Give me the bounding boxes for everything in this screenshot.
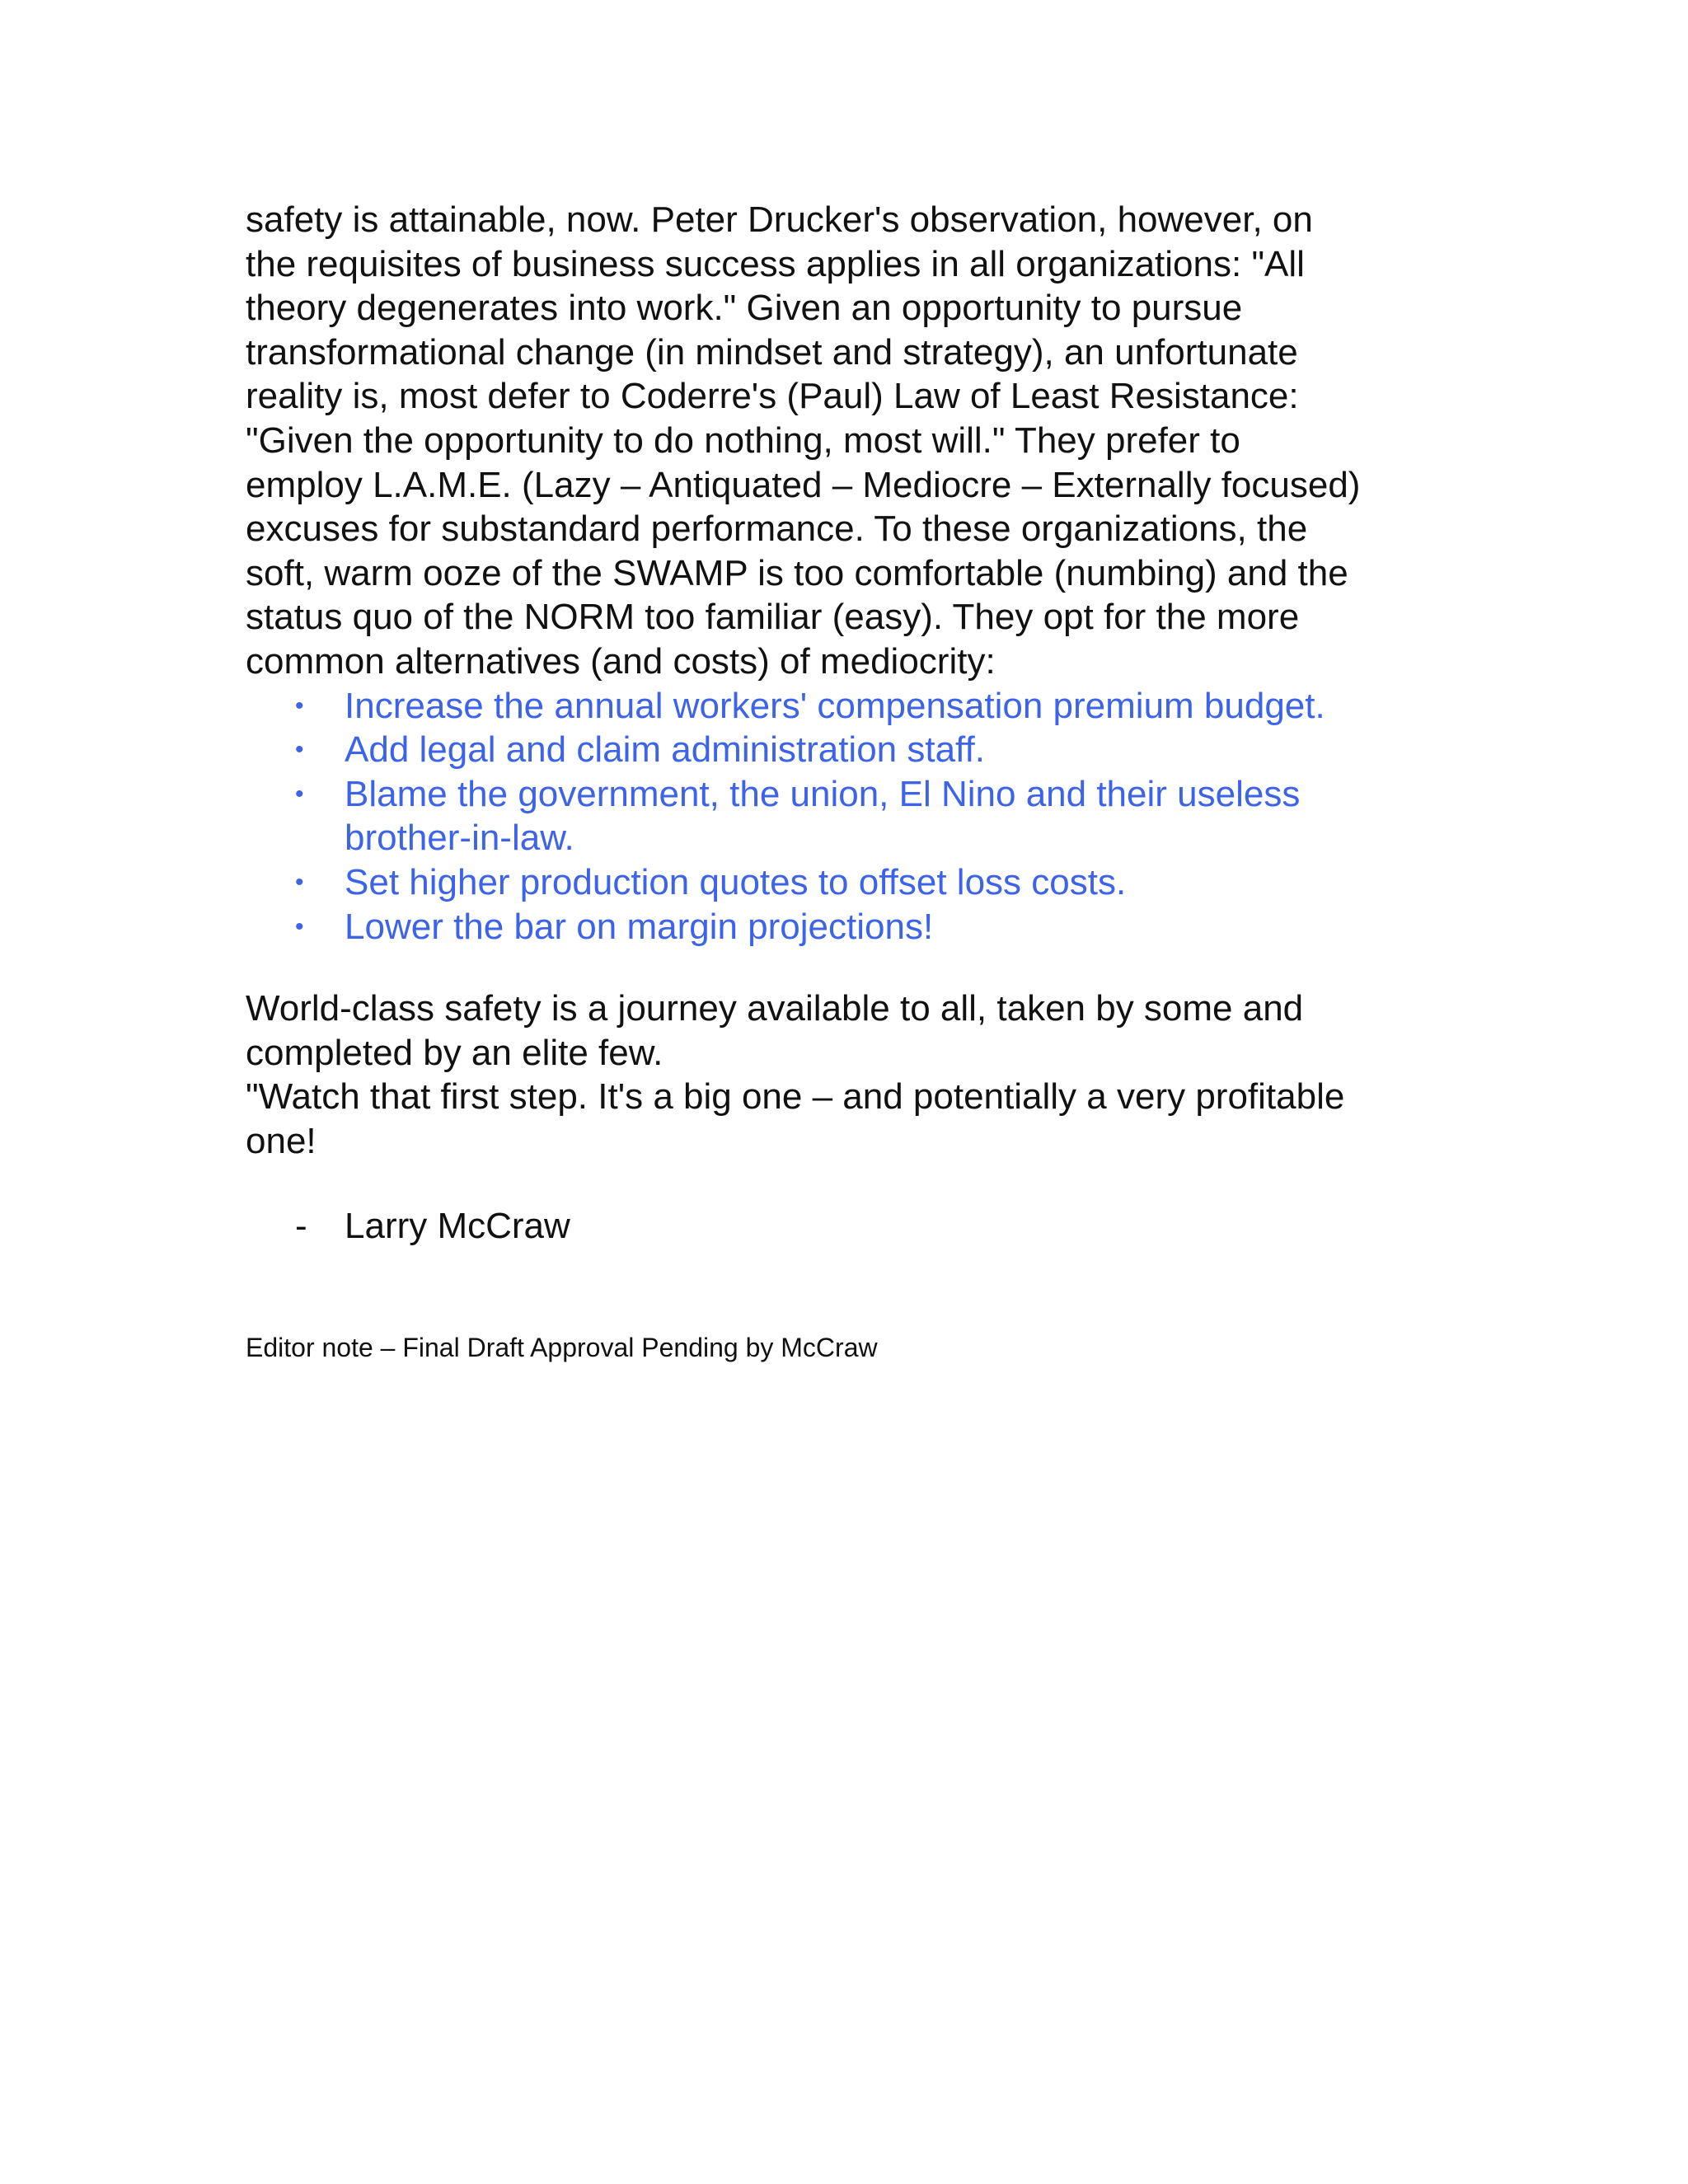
bullet-icon: • [295, 868, 304, 896]
intro-line: safety is attainable, now. Peter Drucker's observation, however, on [246, 199, 1313, 240]
list-item [246, 728, 1449, 772]
intro-line: employ L.A.M.E. (Lazy – Antiquated – Mediocre – Externally focused) [246, 464, 1361, 505]
list-item [246, 860, 1449, 905]
signature-line [246, 1204, 1449, 1249]
closing-line: "Watch that first step. It's a big one – and potentially a very profitable [246, 1076, 1345, 1118]
intro-line: reality is, most defer to Coderre's (Paul) Law of Least Resistance: [246, 376, 1299, 417]
list-item-text: Add legal and claim administration staff. [345, 729, 985, 771]
author-name: Larry McCraw [345, 1206, 570, 1247]
intro-line: soft, warm ooze of the SWAMP is too comfortable (numbing) and the [246, 552, 1348, 593]
closing-line: completed by an elite few. [246, 1032, 663, 1073]
intro-paragraph [246, 198, 1449, 684]
list-item-text: Lower the bar on margin projections! [345, 906, 934, 947]
document-page [246, 198, 1449, 1364]
list-item [246, 905, 1449, 949]
intro-line: excuses for substandard performance. To these organizations, the [246, 509, 1308, 550]
paragraph-spacer [246, 949, 1449, 987]
list-item-text: Set higher production quotes to offset loss costs. [345, 861, 1127, 902]
mediocrity-alternatives-list [246, 684, 1449, 949]
intro-line: status quo of the NORM too familiar (easy). They opt for the more [246, 597, 1300, 638]
intro-line: theory degenerates into work." Given an opportunity to pursue [246, 288, 1243, 329]
list-item-text: brother-in-law. [345, 818, 574, 859]
intro-line: "Given the opportunity to do nothing, most will." They prefer to [246, 419, 1240, 461]
intro-line: transformational change (in mindset and strategy), an unfortunate [246, 331, 1298, 373]
editor-note: Editor note – Final Draft Approval Pending by McCraw [246, 1333, 878, 1363]
list-item-text: Blame the government, the union, El Nino and their useless [345, 773, 1301, 814]
closing-line: one! [246, 1120, 316, 1161]
list-item [246, 772, 1449, 860]
bullet-icon: • [295, 780, 304, 808]
bullet-icon: • [295, 691, 304, 719]
closing-paragraph [246, 987, 1449, 1163]
signature-dash: - [295, 1206, 307, 1247]
bullet-icon: • [295, 912, 304, 940]
closing-line: World-class safety is a journey available to all, taken by some and [246, 988, 1304, 1029]
bullet-icon: • [295, 736, 304, 764]
intro-line: the requisites of business success applies in all organizations: "All [246, 243, 1305, 284]
list-item [246, 684, 1449, 729]
intro-line: common alternatives (and costs) of mediocrity: [246, 640, 996, 682]
list-item-text: Increase the annual workers' compensation premium budget. [345, 685, 1325, 726]
